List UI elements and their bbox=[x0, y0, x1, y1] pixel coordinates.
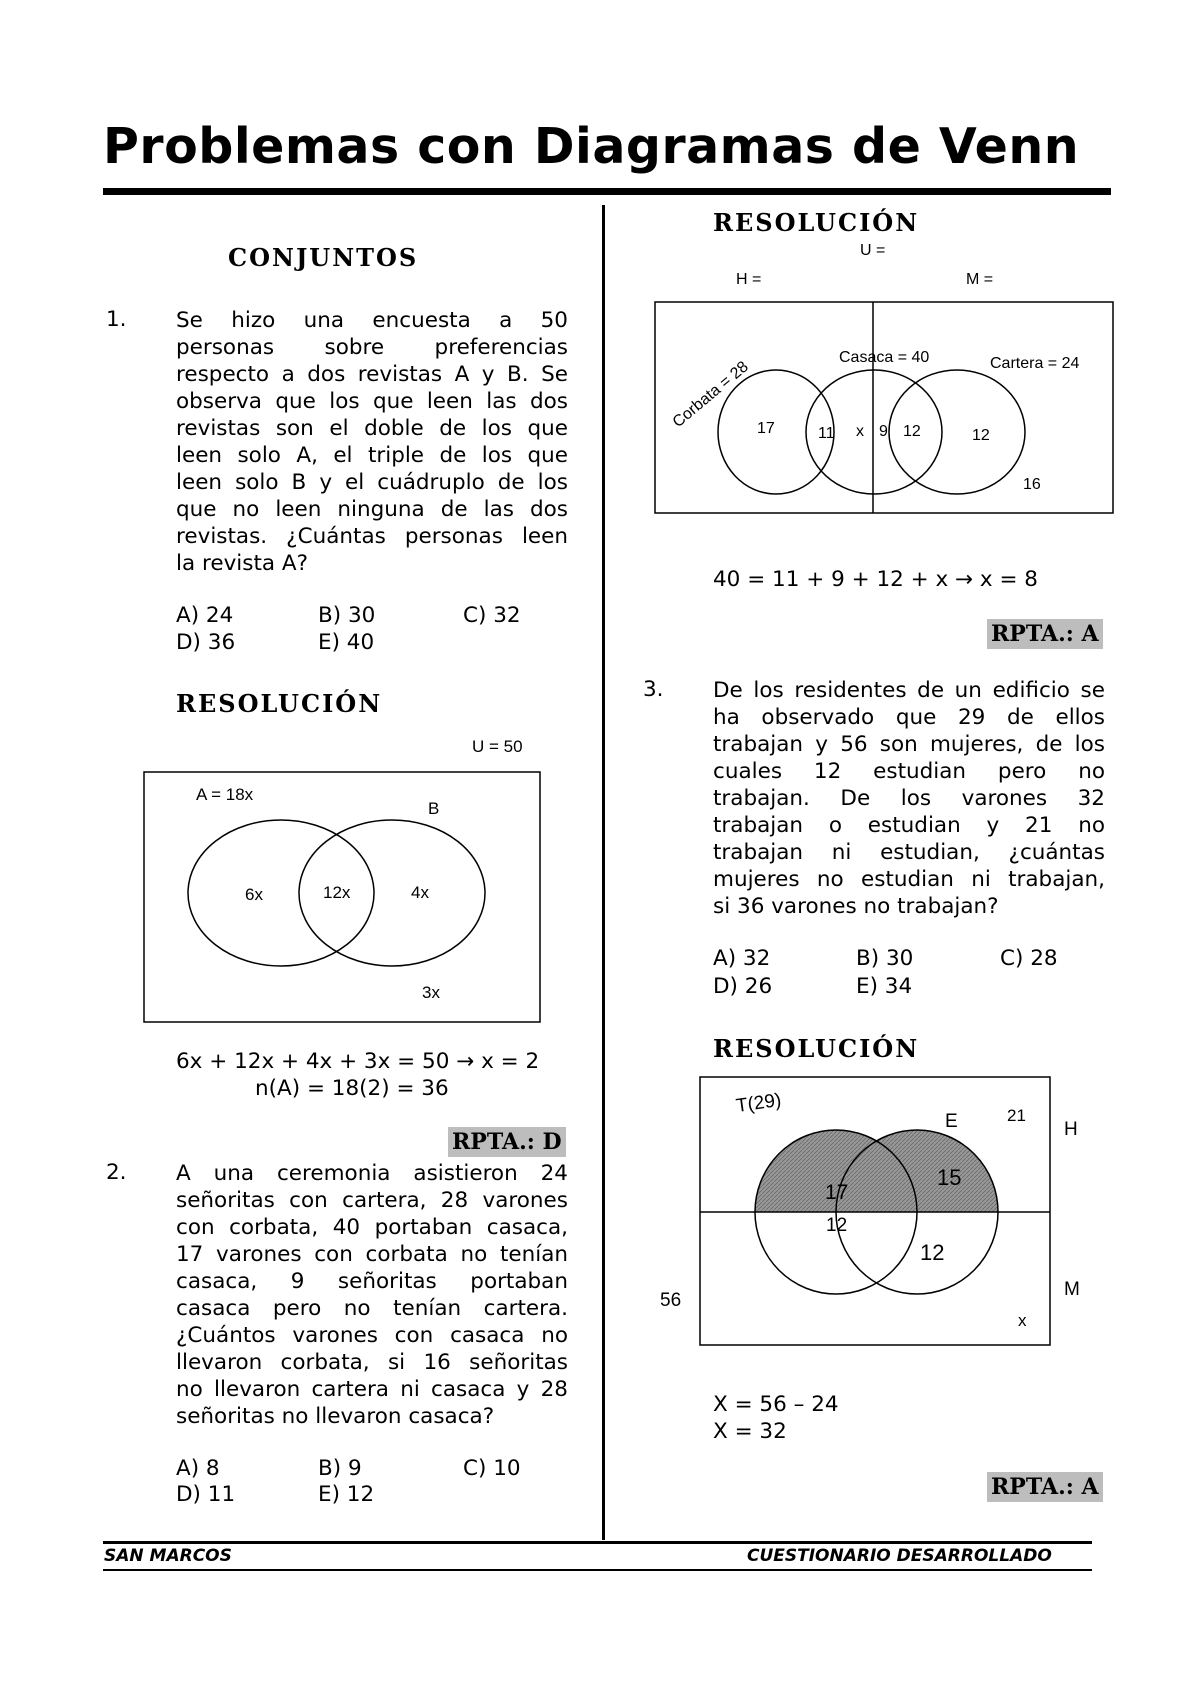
value-17: 17 bbox=[825, 1181, 849, 1204]
text-line: que no leen ninguna de las dos bbox=[176, 497, 568, 522]
value-16: 16 bbox=[1023, 476, 1041, 493]
text-line: si 36 varones no trabajan? bbox=[713, 894, 999, 919]
problem3-option-d: D) 26 bbox=[713, 974, 773, 999]
problem3-option-a: A) 32 bbox=[713, 946, 771, 971]
text-line: A una ceremonia asistieron 24 bbox=[176, 1161, 568, 1186]
cartera-label: Cartera = 24 bbox=[990, 355, 1080, 372]
set-b-label: B bbox=[428, 799, 440, 818]
problem1-resolution-label: RESOLUCIÓN bbox=[176, 689, 383, 718]
only-b-value: 4x bbox=[411, 883, 429, 902]
text-line: la revista A? bbox=[176, 551, 309, 576]
problem3-option-e: E) 34 bbox=[856, 974, 913, 999]
problem2-option-b: B) 9 bbox=[318, 1456, 362, 1481]
problem1-option-e: E) 40 bbox=[318, 630, 375, 655]
value-12-cartera: 12 bbox=[972, 427, 990, 444]
universe-label: U = bbox=[860, 242, 886, 259]
problem2-resolution-label: RESOLUCIÓN bbox=[713, 208, 920, 237]
value-9: 9 bbox=[879, 423, 888, 440]
value-12-e: 12 bbox=[920, 1240, 945, 1265]
problem1-number: 1. bbox=[106, 307, 127, 332]
text-line: Se hizo una encuesta a 50 bbox=[176, 308, 568, 333]
text-line: revistas. ¿Cuántas personas leen bbox=[176, 524, 568, 549]
value-12-intersection: 12 bbox=[903, 423, 921, 440]
text-line: llevaron corbata, si 16 señoritas bbox=[176, 1350, 568, 1375]
text-line: personas sobre preferencias bbox=[176, 335, 568, 360]
text-line: trabajan ni estudian, ¿cuántas bbox=[713, 840, 1105, 865]
footer-rule-bottom bbox=[103, 1569, 1092, 1571]
problem2-text bbox=[176, 1160, 568, 1430]
set-a-label: A = 18x bbox=[196, 785, 254, 804]
problem1-option-d: D) 36 bbox=[176, 630, 236, 655]
both-value: 12x bbox=[323, 883, 351, 902]
problem1-answer: RPTA.: D bbox=[448, 1127, 566, 1157]
value-x: x bbox=[856, 423, 864, 440]
h-label: H = bbox=[736, 271, 762, 288]
problem1-option-c: C) 32 bbox=[463, 603, 521, 628]
text-line: cuales 12 estudian pero no bbox=[713, 759, 1105, 784]
none-value: 3x bbox=[422, 983, 440, 1002]
problem2-equation: 40 = 11 + 9 + 12 + x → x = 8 bbox=[713, 567, 1038, 592]
problem3-answer: RPTA.: A bbox=[987, 1472, 1103, 1502]
m-label: M = bbox=[966, 271, 994, 288]
universe-label: U = 50 bbox=[472, 737, 523, 756]
casaca-label: Casaca = 40 bbox=[839, 349, 930, 366]
problem3-equation: X = 56 – 24 bbox=[713, 1392, 839, 1417]
problem2-venn-diagram bbox=[650, 238, 1120, 518]
text-line: trabajan. De los varones 32 bbox=[713, 786, 1105, 811]
problem3-number: 3. bbox=[643, 677, 664, 702]
value-x: x bbox=[1018, 1311, 1027, 1330]
problem1-option-b: B) 30 bbox=[318, 603, 376, 628]
value-56: 56 bbox=[660, 1290, 682, 1311]
text-line: leen solo B y el cuádruplo de los bbox=[176, 470, 568, 495]
problem1-equation: 6x + 12x + 4x + 3x = 50 → x = 2 bbox=[176, 1049, 540, 1074]
text-line: trabajan y 56 son mujeres, de los bbox=[713, 732, 1105, 757]
universe-box bbox=[655, 302, 1113, 513]
footer-right: CUESTIONARIO DESARROLLADO bbox=[747, 1546, 1052, 1566]
t-label: T(29) bbox=[734, 1089, 783, 1117]
text-line: revistas son el doble de los que bbox=[176, 416, 568, 441]
text-line: casaca, 9 señoritas portaban bbox=[176, 1269, 568, 1294]
problem3-text bbox=[713, 677, 1105, 920]
text-line: ¿Cuántos varones con casaca no bbox=[176, 1323, 568, 1348]
problem1-result: n(A) = 18(2) = 36 bbox=[255, 1076, 449, 1101]
problem3-option-b: B) 30 bbox=[856, 946, 914, 971]
text-line: casaca pero no tenían cartera. bbox=[176, 1296, 568, 1321]
only-a-value: 6x bbox=[245, 885, 263, 904]
text-line: no llevaron cartera ni casaca y 28 bbox=[176, 1377, 568, 1402]
problem1-venn-diagram bbox=[130, 730, 550, 1030]
footer-left: SAN MARCOS bbox=[104, 1546, 232, 1566]
problem2-option-e: E) 12 bbox=[318, 1482, 375, 1507]
corbata-circle bbox=[718, 370, 834, 494]
header-rule bbox=[103, 188, 1111, 195]
problem2-option-c: C) 10 bbox=[463, 1456, 521, 1481]
text-line: leen solo A, el triple de los que bbox=[176, 443, 568, 468]
text-line: señoritas con cartera, 28 varones bbox=[176, 1188, 568, 1213]
text-line: 17 varones con corbata no tenían bbox=[176, 1242, 568, 1267]
value-12-intersection: 12 bbox=[826, 1215, 848, 1236]
problem1-option-a: A) 24 bbox=[176, 603, 234, 628]
problem3-result: X = 32 bbox=[713, 1419, 787, 1444]
problem1-text bbox=[176, 307, 568, 577]
value-15: 15 bbox=[937, 1165, 962, 1190]
text-line: trabajan o estudian y 21 no bbox=[713, 813, 1105, 838]
value-17: 17 bbox=[757, 420, 775, 437]
text-line: señoritas no llevaron casaca? bbox=[176, 1404, 495, 1429]
value-11: 11 bbox=[818, 425, 835, 442]
problem3-resolution-label: RESOLUCIÓN bbox=[713, 1034, 920, 1063]
text-line: De los residentes de un edificio se bbox=[713, 678, 1105, 703]
problem3-venn-diagram bbox=[650, 1070, 1090, 1355]
problem2-option-d: D) 11 bbox=[176, 1482, 236, 1507]
text-line: ha observado que 29 de ellos bbox=[713, 705, 1105, 730]
problem3-option-c: C) 28 bbox=[1000, 946, 1058, 971]
page-title: Problemas con Diagramas de Venn bbox=[103, 118, 1080, 175]
problem2-option-a: A) 8 bbox=[176, 1456, 220, 1481]
m-label: M bbox=[1064, 1279, 1080, 1300]
value-21: 21 bbox=[1007, 1106, 1026, 1125]
h-label: H bbox=[1064, 1119, 1078, 1140]
problem2-answer: RPTA.: A bbox=[987, 619, 1103, 649]
corbata-label: Corbata = 28 bbox=[669, 358, 752, 432]
e-label: E bbox=[945, 1111, 958, 1132]
footer-rule-top bbox=[103, 1541, 1092, 1544]
problem2-number: 2. bbox=[106, 1160, 127, 1185]
text-line: observa que los que leen las dos bbox=[176, 389, 568, 414]
text-line: con corbata, 40 portaban casaca, bbox=[176, 1215, 568, 1240]
column-divider bbox=[602, 205, 605, 1540]
text-line: respecto a dos revistas A y B. Se bbox=[176, 362, 568, 387]
text-line: mujeres no estudian ni trabajan, bbox=[713, 867, 1105, 892]
section-title: CONJUNTOS bbox=[228, 243, 419, 272]
